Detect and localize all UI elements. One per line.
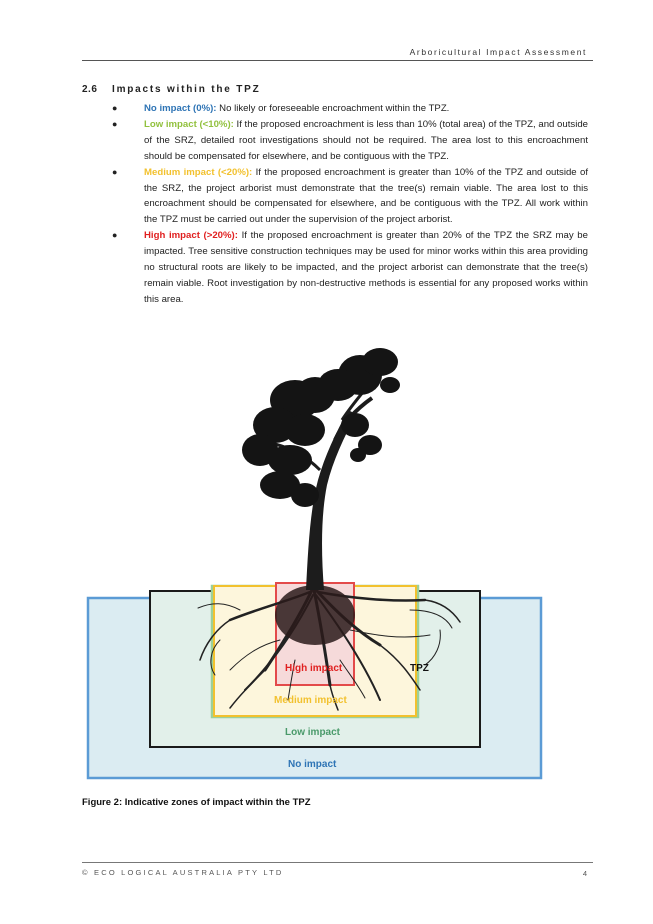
list-item-medium-impact (112, 165, 588, 229)
footer-company: © ECO LOGICAL AUSTRALIA PTY LTD (82, 868, 284, 877)
low-impact-zone-label: Low impact (285, 727, 341, 738)
bullet-icon: ● (112, 230, 118, 241)
no-impact-label: No impact (0%): (144, 103, 217, 114)
page-number: 4 (582, 869, 587, 878)
high-impact-label: High impact (>20%): (144, 230, 238, 242)
zones-diagram (80, 340, 560, 790)
list-item-low-impact (112, 117, 588, 165)
high-impact-zone-label: High impact (285, 663, 343, 674)
root-mass (275, 585, 355, 645)
no-impact-zone-label: No impact (288, 759, 337, 770)
running-header: Arboricultural Impact Assessment (409, 47, 587, 57)
medium-impact-text: If the proposed encroachment is greater than 10% of the TPZ and outside of the SRZ, the project arborist must demonstrate that the tree(s) remain viable. The area lost to this encroachment should be compensated for elsewhere, and be contiguous with the TPZ. All work within the TPZ must be carried out under the supervision of the project arborist. (144, 166, 588, 226)
medium-impact-label: Medium impact (<20%): (144, 166, 253, 178)
header-divider (82, 60, 593, 61)
bullet-icon: ● (112, 118, 118, 129)
footer-divider (82, 862, 593, 863)
medium-impact-zone-label: Medium impact (274, 695, 347, 706)
section-heading (82, 84, 261, 95)
impact-list (112, 101, 588, 308)
low-impact-label: Low impact (<10%): (144, 118, 234, 130)
section-number: 2.6 (82, 84, 98, 95)
figure-caption: Figure 2: Indicative zones of impact within the TPZ (82, 797, 311, 808)
bullet-icon: ● (112, 103, 118, 113)
low-impact-text: If the proposed encroachment is less than 10% (total area) of the TPZ, and outside of the SRZ, detailed root investigations should not be required. The area lost to this encroachment should be compensated for elsewhere, and be contiguous with the TPZ. (144, 118, 588, 162)
impact-zones-figure (80, 340, 560, 790)
no-impact-text: No likely or foreseeable encroachment within the TPZ. (216, 103, 450, 114)
section-title: Impacts within the TPZ (112, 84, 261, 95)
tpz-zone-label: TPZ (410, 663, 429, 674)
list-item-no-impact (112, 101, 588, 117)
high-impact-text: If the proposed encroachment is greater than 20% of the TPZ the SRZ may be impacted. Tree sensitive construction techniques may be used for minor works within this area providing no structural roots are likely to be impacted, and the project arborist can demonstrate that the tree(s) remain viable. Root investigation by non-destructive methods is essential for any proposed works within this area. (144, 230, 588, 305)
bullet-icon: ● (112, 166, 118, 177)
list-item-high-impact (112, 228, 588, 308)
